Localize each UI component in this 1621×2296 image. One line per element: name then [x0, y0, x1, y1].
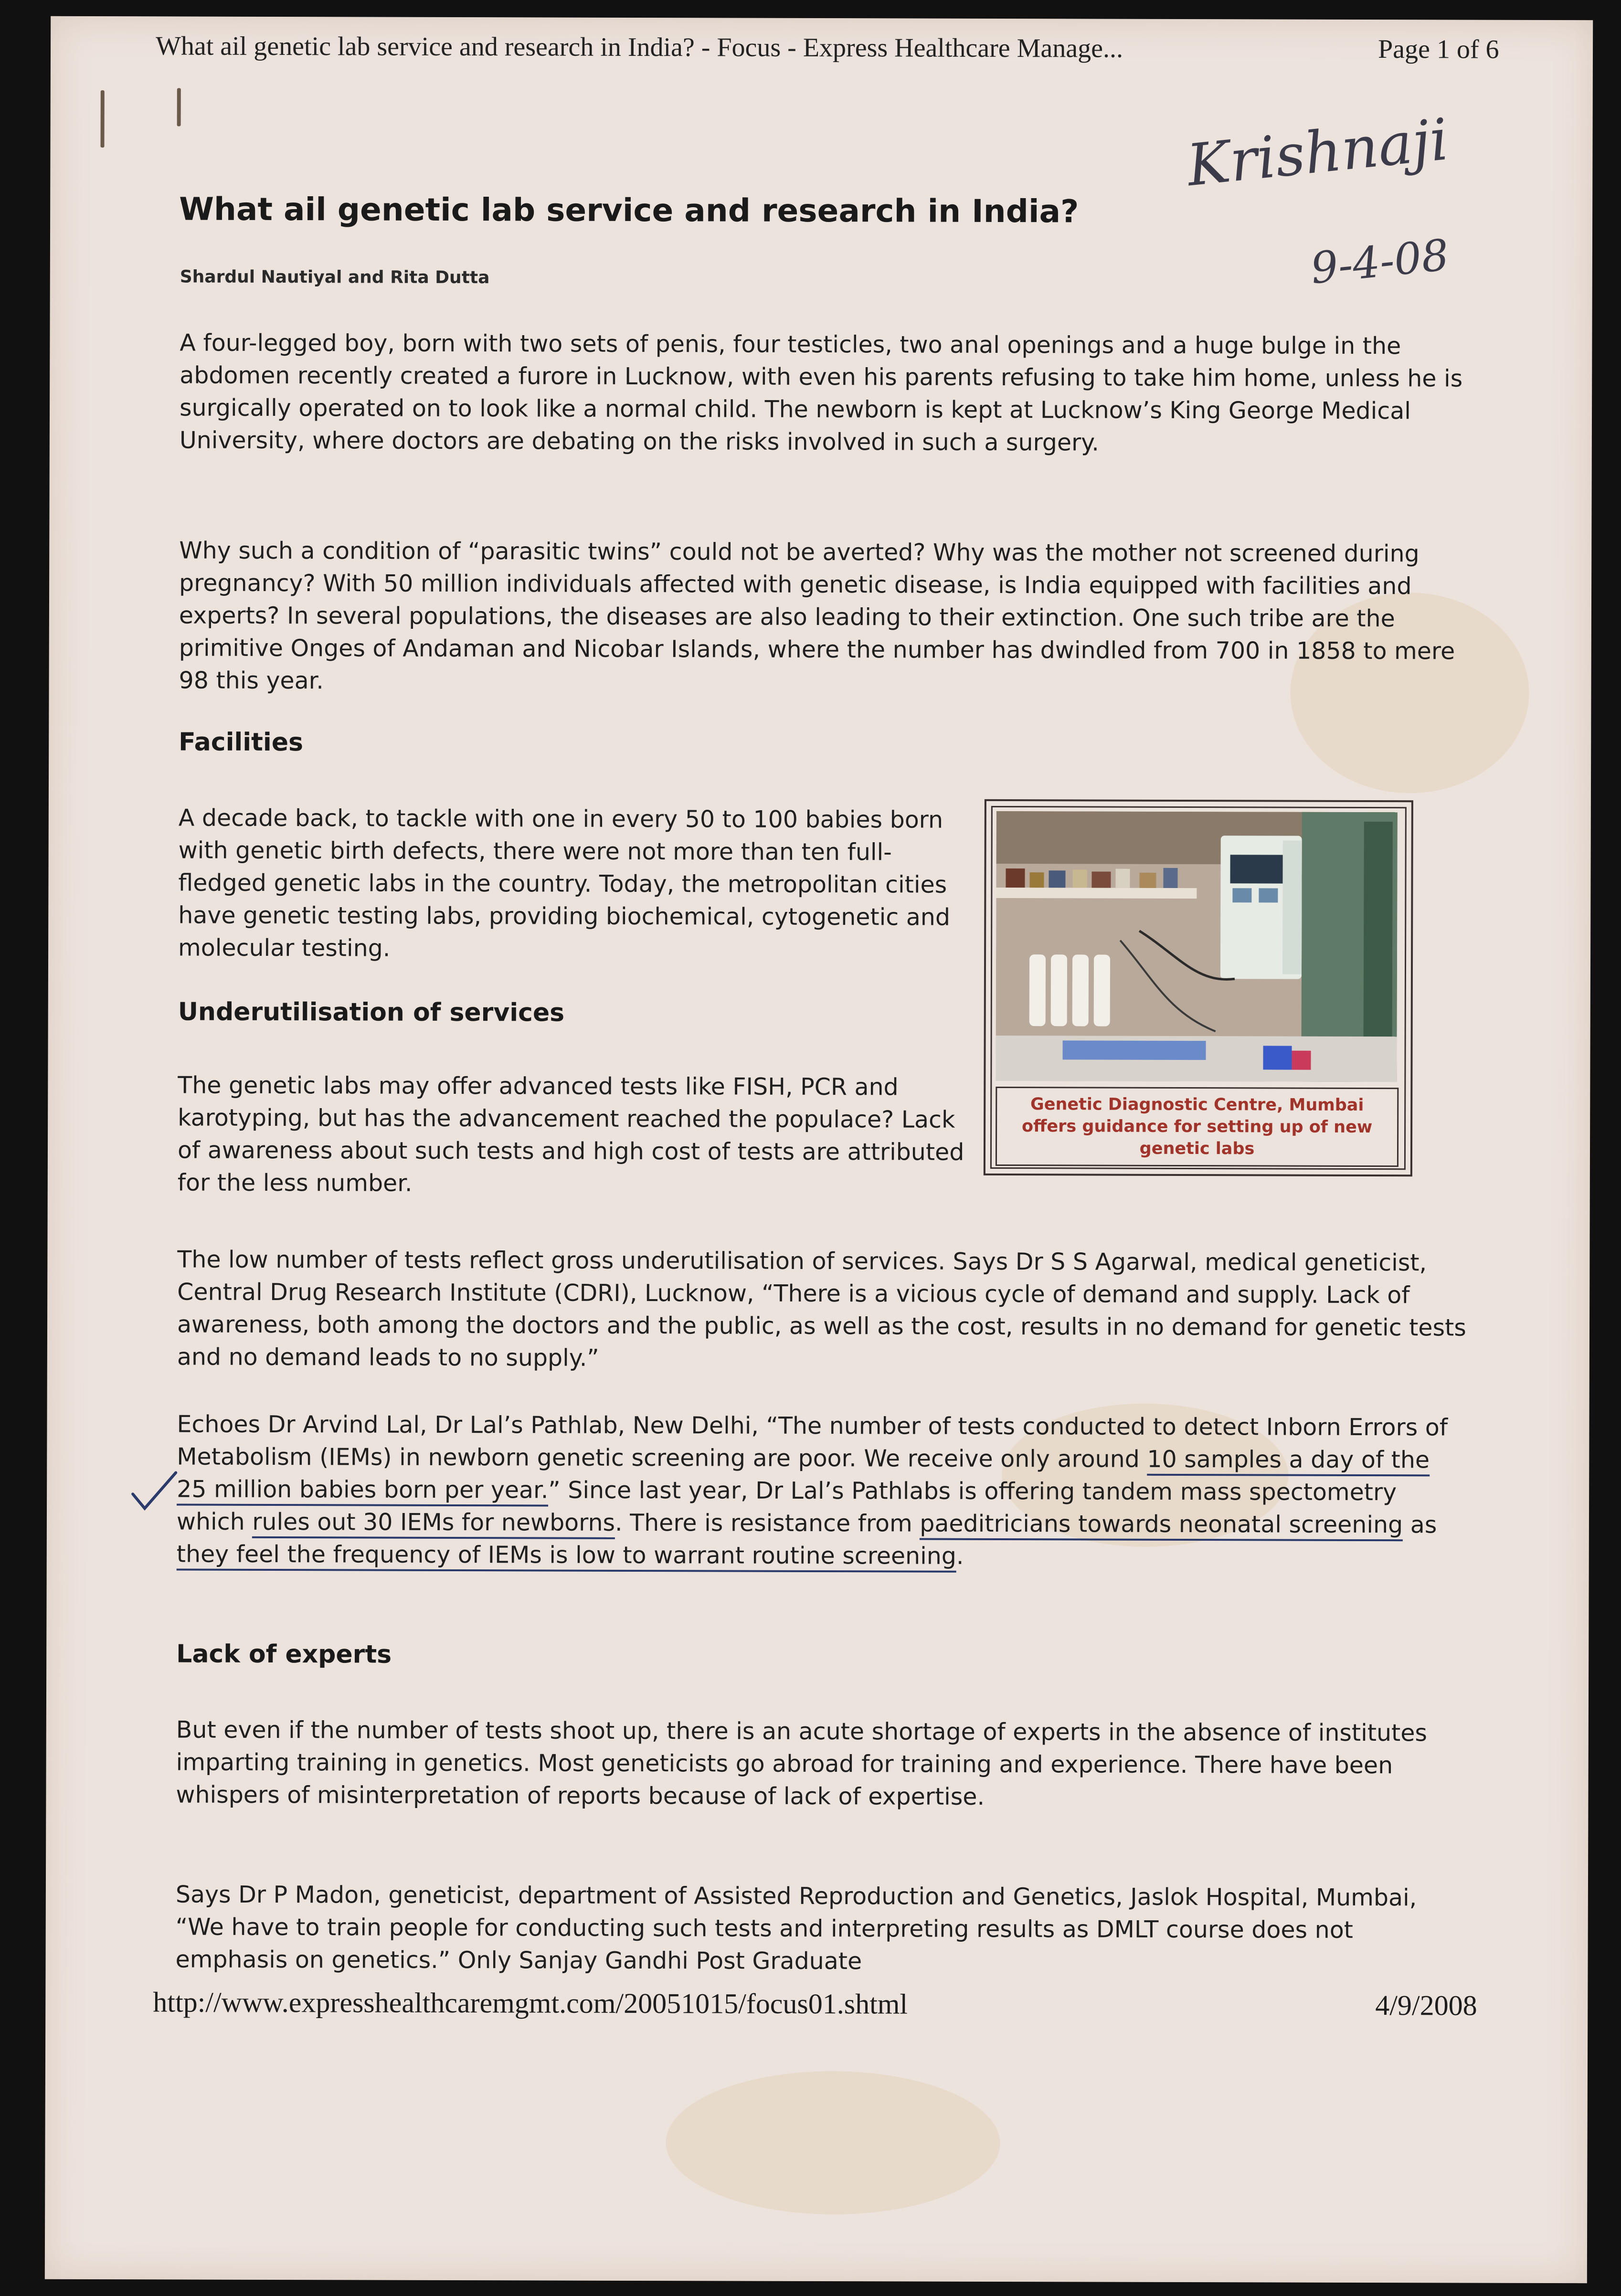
scanned-page — [45, 16, 1593, 2283]
print-header-title: What ail genetic lab service and research in India? - Focus - Express Healthcare Manage... — [155, 31, 1123, 63]
figure-caption-box — [996, 1087, 1399, 1167]
echoes-text: as — [1403, 1511, 1437, 1539]
heading-underutilisation: Underutilisation of services — [178, 997, 565, 1027]
checkmark-icon — [130, 1470, 178, 1513]
echoes-text: . — [956, 1542, 964, 1570]
paragraph-intro-1: A four-legged boy, born with two sets of penis, four testicles, two anal openings and a huge bulge in the abdomen recently created a furore in Lucknow, with even his parents refusing to take him home, unless he is surgically operated on to look like a normal child. The newborn is kept at Lucknow’s King George Medical University, where doctors are debating on the risks involved in such a surgery. — [179, 329, 1463, 456]
echoes-text: . There is resistance from — [615, 1509, 920, 1537]
figure-frame — [990, 806, 1407, 1170]
paragraph-madon: Says Dr P Madon, geneticist, department of Assisted Reproduction and Genetics, Jaslok Hospital, Mumbai, “We have to train people for conducting such tests and interpreting results as DMLT course does not emphasis on genetics.” Only Sanjay Gandhi Post Graduate — [175, 1881, 1417, 1975]
paragraph-echoes — [177, 1408, 1466, 1574]
underlined-text: rules out 30 IEMs for newborns — [252, 1508, 615, 1539]
staple-mark — [177, 88, 181, 126]
echoes-text: ” Since last year, Dr Lal’s Pathlabs is offering tandem mass spectometry which — [176, 1476, 1397, 1535]
underlined-text: they feel the frequency of IEMs is low to warrant routine screening — [177, 1540, 956, 1572]
print-footer-date: 4/9/2008 — [1375, 1989, 1477, 2021]
underlined-text: paeditricians towards neonatal screening — [920, 1510, 1403, 1542]
figure-caption: Genetic Diagnostic Centre, Mumbai offers guidance for setting up of new genetic labs — [1021, 1095, 1373, 1159]
print-page-number: Page 1 of 6 — [1377, 34, 1499, 64]
paragraph-facilities: A decade back, to tackle with one in every 50 to 100 babies born with genetic birth defects, there were not more than ten full-fledged genetic labs in the country. Today, the metropolitan cities have genetic testing labs, providing biochemical, cytogenetic and molecular testing. — [178, 804, 951, 962]
staple-mark — [100, 90, 104, 148]
paragraph-experts: But even if the number of tests shoot up, there is an acute shortage of experts in the absence of institutes imparting training in genetics. Most geneticists go abroad for training and experience. There have been whispers of misinterpretation of reports because of lack of expertise. — [176, 1716, 1428, 1810]
print-footer-url: http://www.expresshealthcaremgmt.com/20051015/focus01.shtml — [153, 1986, 908, 2020]
heading-lack-of-experts: Lack of experts — [176, 1640, 392, 1669]
echoes-text: Echoes Dr Arvind Lal, Dr Lal’s Pathlab, New Delhi, “The number of tests conducted to detect Inborn Errors of Metabolism (IEMs) in newborn genetic screening are poor. We receive only around — [177, 1410, 1448, 1473]
figure-lab-photo — [984, 799, 1413, 1176]
lab-photo-image — [996, 811, 1397, 1082]
article-byline: Shardul Nautiyal and Rita Dutta — [180, 267, 490, 288]
paper-stain — [666, 2071, 1000, 2215]
paragraph-low-number: The low number of tests reflect gross underutilisation of services. Says Dr S S Agarwal, medical geneticist, Central Drug Research Institute (CDRI), Lucknow, “There is a vicious cycle of demand and supply. Lack of awareness, both among the doctors and the public, as well as the cost, results in no demand for genetic tests and no demand leads to no supply.” — [177, 1246, 1466, 1372]
handwritten-date: 9-4-08 — [1308, 230, 1451, 294]
handwritten-name: Krishnaji — [1184, 106, 1451, 200]
paragraph-intro-2: Why such a condition of “parasitic twins” could not be averted? Why was the mother not screened during pregnancy? With 50 million individuals affected with genetic disease, is India equipped with facilities and experts? In several populations, the diseases are also leading to their extinction. One such tribe are the primitive Onges of Andaman and Nicobar Islands, where the number has dwindled from 700 in 1858 to mere 98 this year. — [179, 537, 1455, 695]
heading-facilities: Facilities — [179, 728, 304, 757]
article-title: What ail genetic lab service and research in India? — [179, 190, 1079, 230]
paragraph-underutilisation: The genetic labs may offer advanced tests like FISH, PCR and karotyping, but has the advancement reached the populace? Lack of awareness about such tests and high cost of tests are attributed for the less number. — [177, 1071, 964, 1197]
print-header — [156, 31, 1540, 65]
underlined-text: 10 samples a day of the 25 million babies born per year. — [177, 1446, 1430, 1507]
